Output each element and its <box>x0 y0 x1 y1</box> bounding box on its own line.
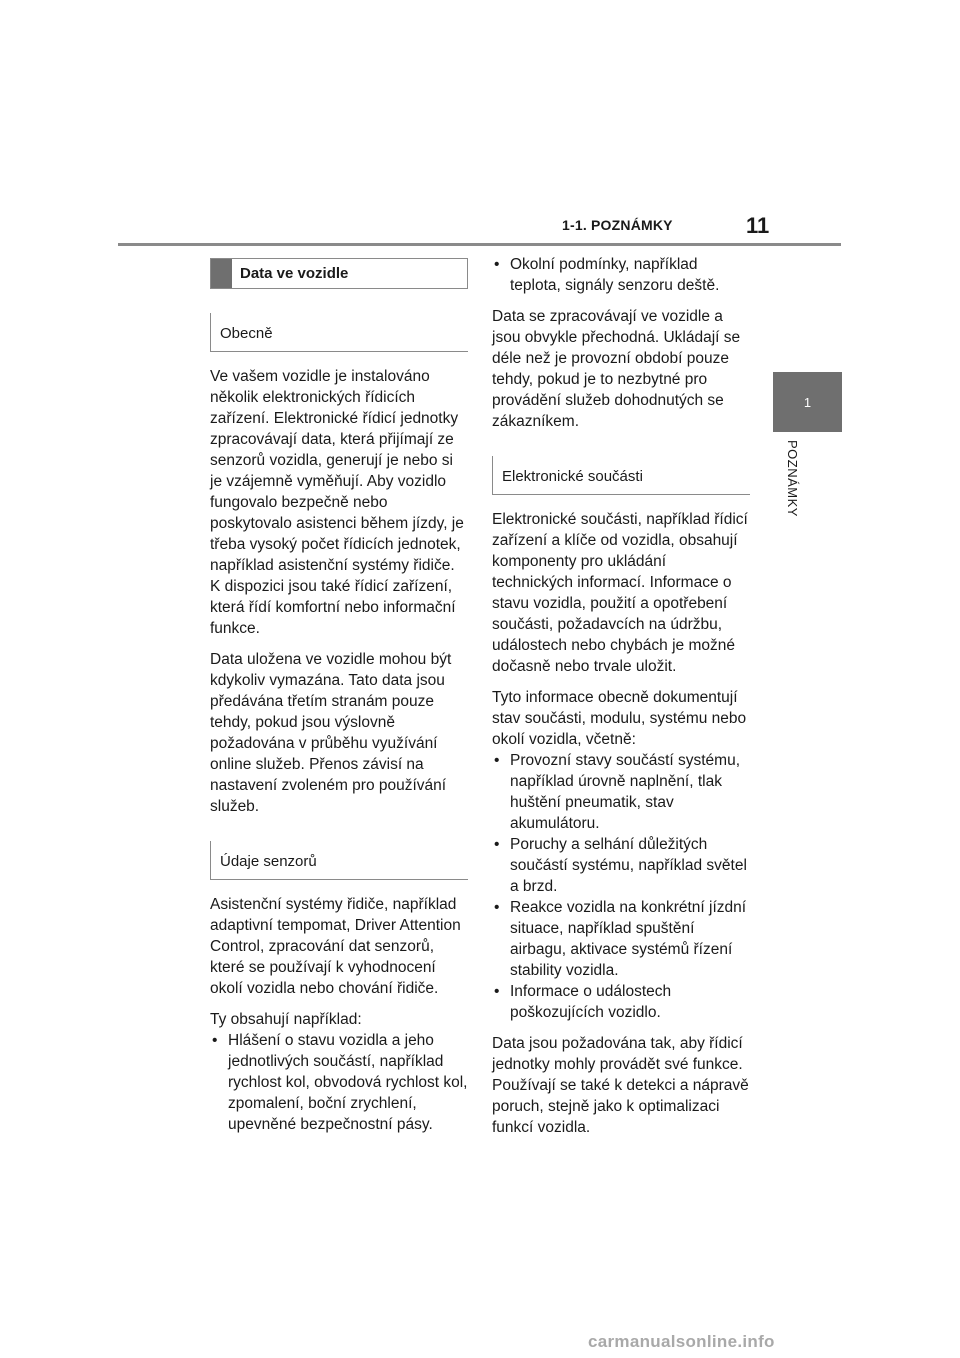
right-paragraph-1: Data se zpracovávají ve vozidle a jsou obvykle přechodná. Ukládají se déle než je provozní období pouze tehdy, pokud je to nezbytné pro provádění služeb dohodnutých se zákazníkem. <box>492 308 741 430</box>
section-title: Data ve vozidle <box>240 265 349 282</box>
general-paragraph-1: Ve vašem vozidle je instalováno několik elektronických řídicích zařízení. Elektronické řídicí jednotky zpracovávají data, která přijímají ze senzorů vozidla, generují je nebo si je vzájemně vyměňují. Aby vozidlo fungovalo bezpečně nebo poskytovalo asistenci během jízdy, je třeba vysoký počet řídicích jednotek, například asistenční systémy řidiče. K dispozici jsou také řídicí zařízení, která řídí komfortní nebo informační funkce. <box>210 368 464 637</box>
right-column <box>492 254 750 1148</box>
sensor-paragraph-2: Ty obsahují například: <box>210 1011 362 1028</box>
list-item: • Okolní podmínky, například teplota, signály senzoru deště. <box>492 254 750 296</box>
top-bullet-list <box>492 254 750 296</box>
general-paragraph-2: Data uložena ve vozidle mohou být kdykoliv vymazána. Tato data jsou předávána třetím stranám pouze tehdy, pokud jsou výslovně požadována v průběhu využívání online služeb. Přenos závisí na nastavení zvoleném pro používání služeb. <box>210 651 452 815</box>
list-item: • Reakce vozidla na konkrétní jízdní situace, například spuštění airbagu, aktivace systémů řízení stability vozidla. <box>492 897 750 981</box>
section-title-box <box>210 258 468 289</box>
right-paragraph-4: Data jsou požadována tak, aby řídicí jednotky mohly provádět své funkce. Používají se také k detekci a nápravě poruch, stejně jako k optimalizaci funkcí vozidla. <box>492 1035 749 1136</box>
header-rule <box>118 243 841 246</box>
sensor-paragraph-1: Asistenční systémy řidiče, například adaptivní tempomat, Driver Attention Control, zpracování dat senzorů, které se používají k vyhodnocení okolí vozidla nebo chování řidiče. <box>210 896 461 997</box>
right-paragraph-2: Elektronické součásti, například řídicí zařízení a klíče od vozidla, obsahují komponenty pro ukládání technických informací. Informace o stavu vozidla, použití a opotřebení součásti, požadavcích na údržbu, událostech nebo chybách je možné dočasně nebo trvale uložit. <box>492 511 748 675</box>
chapter-tab <box>773 372 842 432</box>
list-item: • Provozní stavy součástí systému, například úrovně naplnění, tlak huštění pneumatik, stav akumulátoru. <box>492 750 750 834</box>
chapter-tab-number: 1 <box>803 394 812 410</box>
section-title-bar <box>211 259 232 288</box>
footer-watermark: carmanualsonline.info <box>588 1332 775 1351</box>
page-number: 11 <box>746 213 770 238</box>
list-item: • Poruchy a selhání důležitých součástí systému, například světel a brzd. <box>492 834 750 897</box>
list-item: • Hlášení o stavu vozidla a jeho jednotlivých součástí, například rychlost kol, obvodová rychlost kol, zpomalení, boční zrychlení, upevněné bezpečnostní pásy. <box>210 1030 468 1135</box>
left-column <box>210 258 468 1145</box>
right-paragraph-3: Tyto informace obecně dokumentují stav součásti, modulu, systému nebo okolí vozidla, včetně: <box>492 689 747 748</box>
component-bullet-list <box>492 750 750 1023</box>
chapter-tab-label: POZNÁMKY <box>785 440 800 517</box>
subhead-sensors: Údaje senzorů <box>210 841 468 880</box>
header-section-title: 1-1. POZNÁMKY <box>562 217 673 233</box>
subhead-general: Obecně <box>210 313 468 352</box>
list-item: • Informace o událostech poškozujících vozidlo. <box>492 981 750 1023</box>
sensor-bullet-list <box>210 1030 468 1135</box>
subhead-components: Elektronické součásti <box>492 456 750 495</box>
